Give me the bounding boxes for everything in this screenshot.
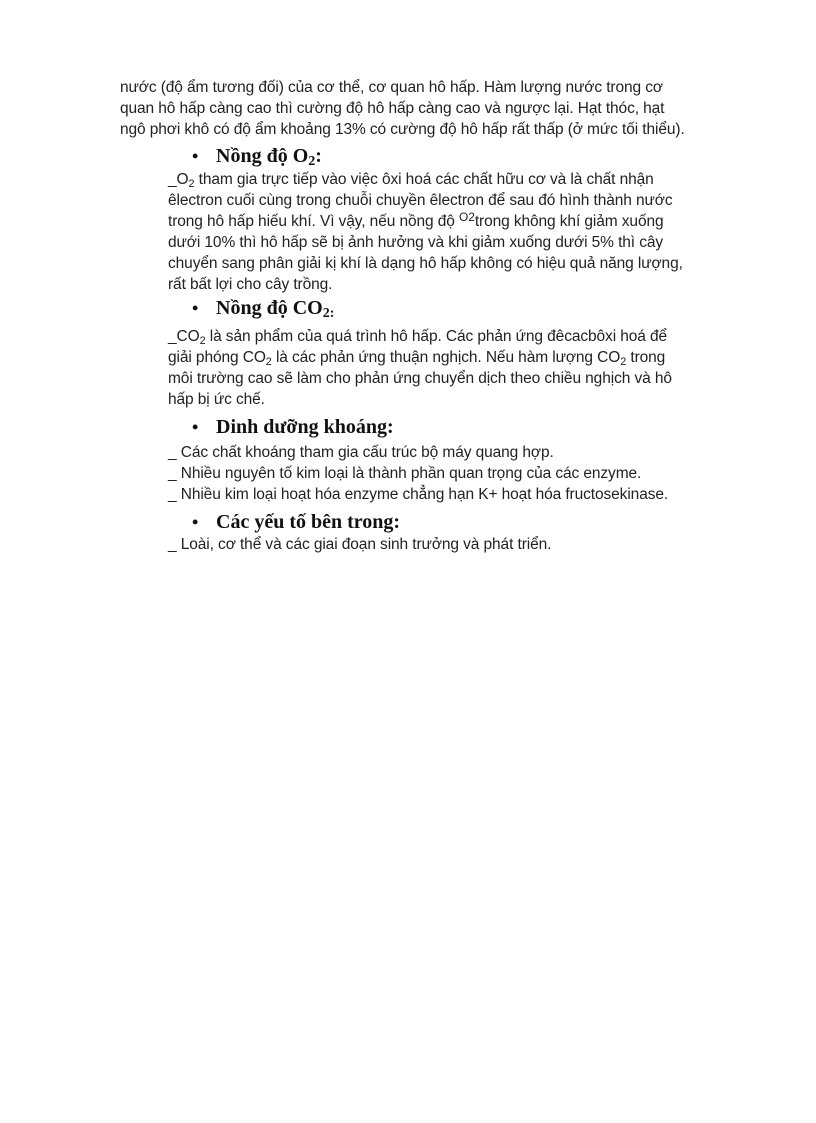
heading-internal-factors	[192, 510, 400, 534]
intro-paragraph	[120, 77, 685, 140]
co2-line-2-a: giải phóng CO	[168, 349, 266, 366]
oxygen-line-1	[168, 169, 683, 190]
co2-line-3: môi trường cao sẽ làm cho phản ứng chuyển dịch theo chiều nghịch và hô	[168, 370, 672, 387]
intro-line-3: ngô phơi khô có độ ẩm khoảng 13% có cường độ hô hấp rất thấp (ở mức tối thiểu).	[120, 121, 685, 138]
oxygen-paragraph	[168, 169, 683, 295]
bullet-icon: •	[192, 146, 199, 166]
heading-oxygen-text: Nồng độ O	[216, 145, 309, 167]
internal-line-1: _ Loài, cơ thể và các giai đoạn sinh trưởng và phát triển.	[168, 536, 552, 553]
heading-oxygen-colon: :	[315, 145, 322, 167]
oxygen-line-5: chuyển sang phân giải kị khí là dạng hô hấp không có hiệu quả năng lượng,	[168, 255, 683, 272]
co2-subscript: 2	[199, 335, 206, 347]
heading-internal-text: Các yếu tố bên trong:	[216, 511, 401, 533]
minerals-line-3: _ Nhiều kim loại hoạt hóa enzyme chẳng hạn K+ hoạt hóa fructosekinase.	[168, 486, 669, 503]
co2-line-2-b: là các phản ứng thuận nghịch. Nếu hàm lượng CO	[271, 349, 621, 366]
oxygen-line-6: rất bất lợi cho cây trồng.	[168, 276, 333, 293]
heading-minerals	[192, 415, 394, 439]
heading-oxygen	[192, 144, 322, 168]
minerals-paragraph	[168, 442, 668, 505]
co2-prefix: _CO	[168, 328, 200, 345]
co2-line-2	[168, 347, 672, 368]
o2-prefix: _O	[168, 171, 189, 188]
co2-line-1-text: là sản phẩm của quá trình hô hấp. Các phản ứng đêcacbôxi hoá để	[205, 328, 668, 345]
intro-line-2: quan hô hấp càng cao thì cường độ hô hấp càng cao và ngược lại. Hạt thóc, hạt	[120, 100, 665, 117]
intro-line-1: nước (độ ẩm tương đối) của cơ thể, cơ quan hô hấp. Hàm lượng nước trong cơ	[120, 79, 663, 96]
minerals-line-1: _ Các chất khoáng tham gia cấu trúc bộ máy quang hợp.	[168, 444, 554, 461]
bullet-icon: •	[192, 417, 199, 437]
co2-line-1	[168, 326, 672, 347]
oxygen-line-1-text: tham gia trực tiếp vào việc ôxi hoá các chất hữu cơ và là chất nhận	[194, 171, 654, 188]
co2-line-2-sub2: 2	[620, 356, 627, 368]
oxygen-line-3	[168, 211, 683, 232]
o2-inline-symbol	[459, 210, 475, 224]
internal-factors-paragraph	[168, 534, 551, 555]
heading-oxygen-subscript: 2	[308, 154, 316, 169]
oxygen-line-4: dưới 10% thì hô hấp sẽ bị ảnh hưởng và khi giảm xuống dưới 5% thì cây	[168, 234, 664, 251]
heading-minerals-text: Dinh dưỡng khoáng:	[216, 416, 394, 438]
co2-line-2-sub: 2	[265, 356, 272, 368]
o2-inline-digit: 2	[468, 210, 475, 224]
heading-co2-text: Nồng độ CO	[216, 297, 323, 319]
oxygen-line-3-b: trong không khí giảm xuống	[474, 213, 664, 230]
heading-co2-subscript: 2:	[322, 306, 335, 321]
minerals-line-2: _ Nhiều nguyên tố kim loại là thành phần quan trọng của các enzyme.	[168, 465, 642, 482]
heading-carbon-dioxide	[192, 296, 334, 320]
o2-inline-letter: O	[459, 210, 469, 224]
carbon-dioxide-paragraph	[168, 326, 672, 410]
o2-subscript: 2	[188, 178, 195, 190]
oxygen-line-3-a: trong hô hấp hiếu khí. Vì vậy, nếu nồng độ	[168, 213, 459, 230]
co2-line-2-c: trong	[626, 349, 666, 366]
oxygen-line-2: êlectron cuối cùng trong chuỗi chuyền êlectron để sau đó hình thành nước	[168, 192, 673, 209]
co2-line-4: hấp bị ức chế.	[168, 391, 265, 408]
bullet-icon: •	[192, 512, 199, 532]
bullet-icon: •	[192, 298, 199, 318]
